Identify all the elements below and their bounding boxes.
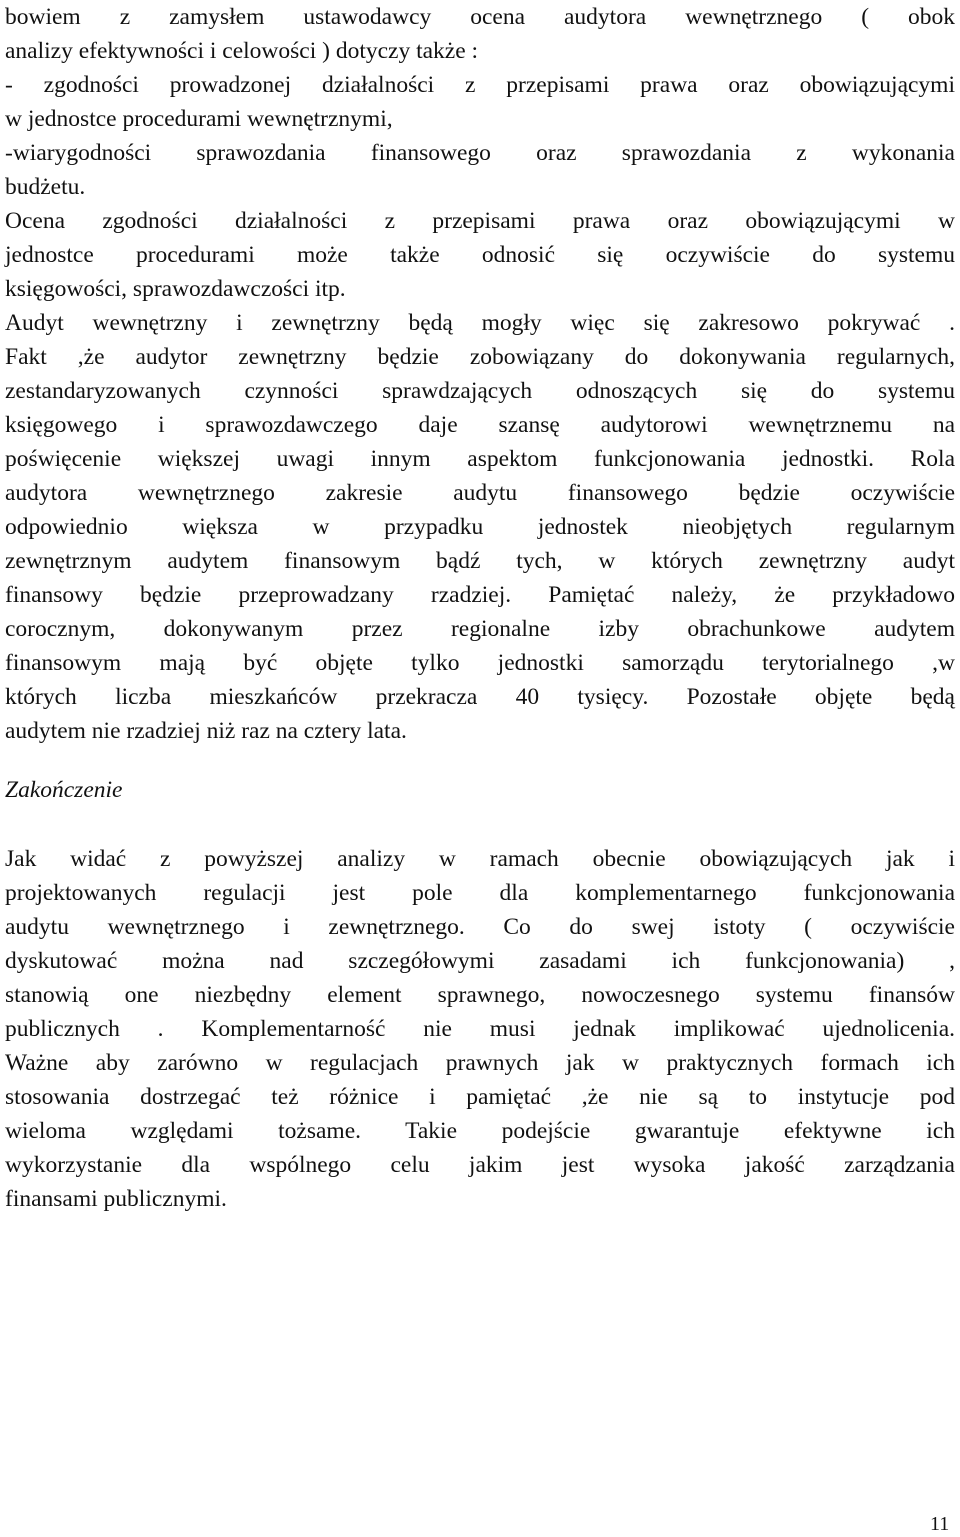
text-line: finansowym mają być objęte tylko jednostki samorządu terytorialnego ,w — [5, 650, 955, 676]
text-line: stosowania dostrzegać też różnice i pamiętać ,że nie są to instytucje pod — [5, 1084, 955, 1110]
text-line: audytu wewnętrznego i zewnętrznego. Co do swej istoty ( oczywiście — [5, 914, 955, 940]
text-line: księgowego i sprawozdawczego daje szansę audytorowi wewnętrznemu na — [5, 412, 955, 438]
text-line: Jak widać z powyższej analizy w ramach obecnie obowiązujących jak i — [5, 846, 955, 872]
text-line: Audyt wewnętrzny i zewnętrzny będą mogły więc się zakresowo pokrywać . — [5, 310, 955, 336]
text-line: w jednostce procedurami wewnętrznymi, — [5, 106, 393, 132]
text-line: -wiarygodności sprawozdania finansowego oraz sprawozdania z wykonania — [5, 140, 955, 166]
text-line: których liczba mieszkańców przekracza 40 tysięcy. Pozostałe objęte będą — [5, 684, 955, 710]
text-line: poświęcenie większej uwagi innym aspektom funkcjonowania jednostki. Rola — [5, 446, 955, 472]
text-line: bowiem z zamysłem ustawodawcy ocena audytora wewnętrznego ( obok — [5, 4, 955, 30]
text-line: dyskutować można nad szczegółowymi zasadami ich funkcjonowania) , — [5, 948, 955, 974]
text-line: corocznym, dokonywanym przez regionalne izby obrachunkowe audytem — [5, 616, 955, 642]
text-line: finansami publicznymi. — [5, 1186, 227, 1212]
text-line: - zgodności prowadzonej działalności z przepisami prawa oraz obowiązującymi — [5, 72, 955, 98]
text-line: budżetu. — [5, 174, 86, 200]
text-line: zestandaryzowanych czynności sprawdzających odnoszących się do systemu — [5, 378, 955, 404]
section-heading: Zakończenie — [5, 777, 123, 803]
text-line: publicznych . Komplementarność nie musi jednak implikować ujednolicenia. — [5, 1016, 955, 1042]
text-line: projektowanych regulacji jest pole dla komplementarnego funkcjonowania — [5, 880, 955, 906]
text-line: Fakt ,że audytor zewnętrzny będzie zobowiązany do dokonywania regularnych, — [5, 344, 955, 370]
text-line: jednostce procedurami może także odnosić się oczywiście do systemu — [5, 242, 955, 268]
text-line: księgowości, sprawozdawczości itp. — [5, 276, 346, 302]
text-line: zewnętrznym audytem finansowym bądź tych, w których zewnętrzny audyt — [5, 548, 955, 574]
text-line: odpowiednio większa w przypadku jednostek nieobjętych regularnym — [5, 514, 955, 540]
text-line: wykorzystanie dla wspólnego celu jakim jest wysoka jakość zarządzania — [5, 1152, 955, 1178]
text-line: audytem nie rzadziej niż raz na cztery lata. — [5, 718, 407, 744]
text-line: stanowią one niezbędny element sprawnego, nowoczesnego systemu finansów — [5, 982, 955, 1008]
text-line: finansowy będzie przeprowadzany rzadziej. Pamiętać należy, że przykładowo — [5, 582, 955, 608]
body-text — [5, 0, 955, 748]
text-line: analizy efektywności i celowości ) dotyczy także : — [5, 38, 479, 64]
text-line: Ważne aby zarówno w regulacjach prawnych jak w praktycznych formach ich — [5, 1050, 955, 1076]
text-line: wieloma względami tożsame. Takie podejście gwarantuje efektywne ich — [5, 1118, 955, 1144]
page-number: 11 — [930, 1513, 950, 1535]
conclusion-text — [5, 842, 955, 1216]
text-line: audytora wewnętrznego zakresie audytu finansowego będzie oczywiście — [5, 480, 955, 506]
text-line: Ocena zgodności działalności z przepisami prawa oraz obowiązującymi w — [5, 208, 955, 234]
